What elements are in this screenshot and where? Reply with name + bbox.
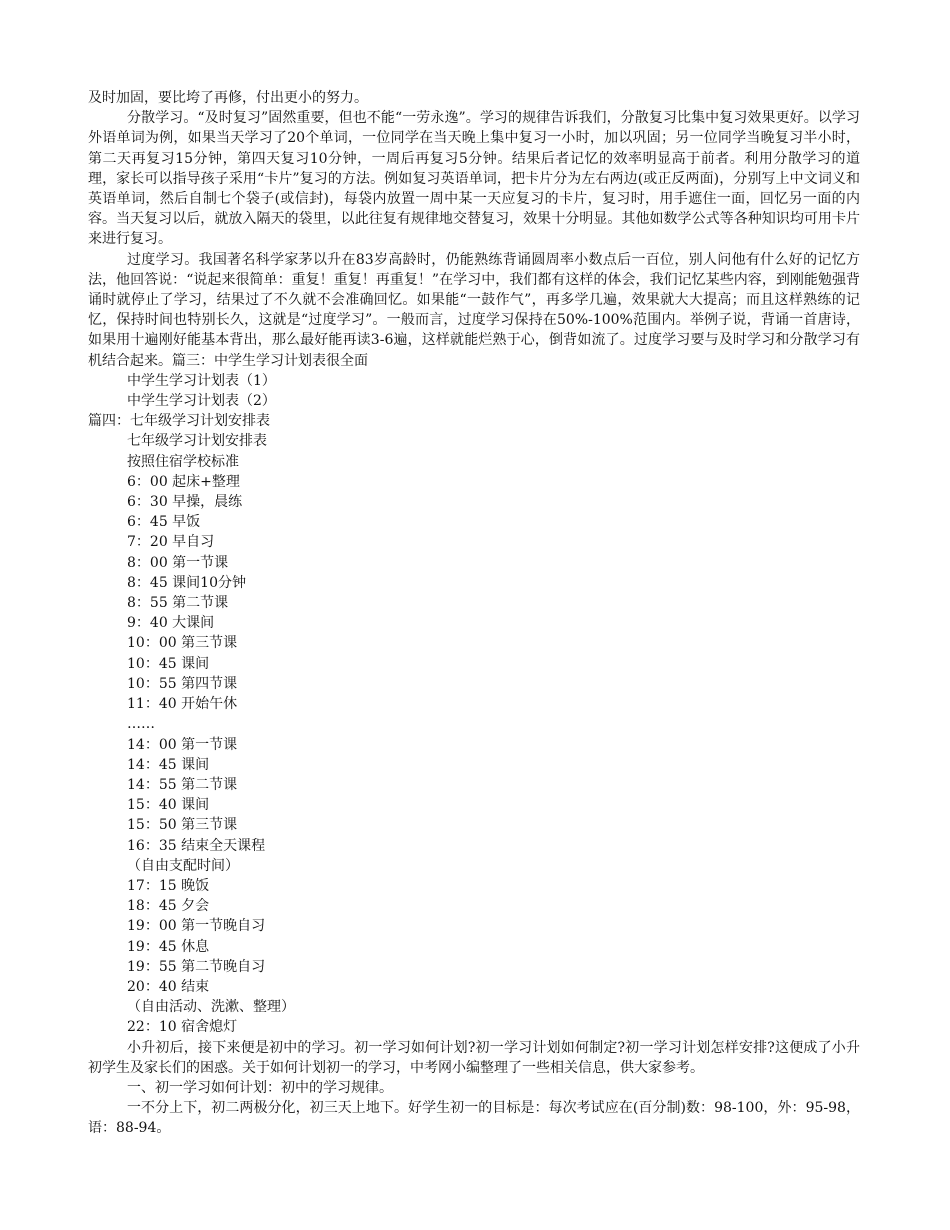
paragraph: 篇四：七年级学习计划安排表 (88, 413, 270, 430)
paragraph: 17：15 晚饭 (127, 877, 210, 894)
paragraph: 14：55 第二节课 (127, 776, 238, 793)
paragraph: 及时加固，要比垮了再修，付出更小的努力。 (88, 90, 368, 106)
paragraph: 14：00 第一节课 (127, 736, 238, 753)
paragraph: 中学生学习计划表（1） (127, 372, 276, 389)
paragraph: 7：20 早自习 (127, 534, 215, 551)
paragraph: （自由活动、洗漱、整理） (127, 999, 295, 1016)
paragraph: 16：35 结束全天课程 (127, 837, 266, 854)
paragraph: 20：40 结束 (127, 978, 210, 995)
paragraph: …… (127, 716, 155, 733)
paragraph: 14：45 课间 (127, 756, 210, 773)
paragraph: 过度学习。我国著名科学家茅以升在83岁高龄时，仍能熟练背诵圆周率小数点后一百位，别人问他有什么好的记忆方法，他回答说：“说起来很简单：重复！重复！再重复！”在学习中，我们都有这样的体会，我们记忆某些内容，到刚能勉强背诵时就停止了学习，结果过了不久就不会准确回忆。如果能“一鼓作气”，再多学几遍，效果就大大提高；而且这样熟练的记忆，保持时间也特别长久，这就是“过度学习”。一般而言，过度学习保持在50%-100%范围内。举例子说，背诵一首唐诗，如果用十遍刚好能基本背出，那么最好能再读3-6遍，这样就能烂熟于心，倒背如流了。过度学习要与及时学习和分散学习有机结合起来。篇三：中学生学习计划表很全面 (88, 251, 860, 369)
paragraph: 22：10 宿舍熄灯 (127, 1019, 238, 1036)
paragraph: 一不分上下，初二两极分化，初三天上地下。好学生初一的目标是：每次考试应在(百分制)数：98-100，外：95-98，语：88-94。 (88, 1100, 860, 1137)
paragraph: 18：45 夕会 (127, 898, 210, 915)
paragraph: 15：40 课间 (127, 797, 210, 814)
paragraph: 按照住宿学校标准 (127, 453, 239, 470)
document-body (88, 88, 860, 1139)
paragraph: 11：40 开始午休 (127, 696, 238, 713)
paragraph: 8：55 第二节课 (127, 595, 229, 612)
paragraph: 小升初后，接下来便是初中的学习。初一学习如何计划?初一学习计划如何制定?初一学习计划怎样安排?这便成了小升初学生及家长们的困惑。关于如何计划初一的学习，中考网小编整理了一些相关信息，供大家参考。 (88, 1039, 860, 1076)
paragraph: 19：55 第二节晚自习 (127, 958, 266, 975)
paragraph: 10：55 第四节课 (127, 675, 238, 692)
paragraph: 9：40 大课间 (127, 615, 215, 632)
paragraph: 15：50 第三节课 (127, 817, 238, 834)
paragraph: 19：00 第一节晚自习 (127, 918, 266, 935)
paragraph: 6：00 起床+整理 (127, 473, 240, 490)
paragraph: 中学生学习计划表（2） (127, 393, 276, 410)
paragraph: 6：45 早饭 (127, 514, 201, 531)
paragraph: （自由支配时间） (127, 857, 239, 874)
paragraph: 七年级学习计划安排表 (127, 433, 267, 450)
paragraph: 8：45 课间10分钟 (127, 574, 246, 591)
paragraph: 10：45 课间 (127, 655, 210, 672)
paragraph: 10：00 第三节课 (127, 635, 238, 652)
paragraph: 一、初一学习如何计划：初中的学习规律。 (127, 1079, 393, 1096)
paragraph: 6：30 早操，晨练 (127, 494, 243, 511)
paragraph: 分散学习。“及时复习”固然重要，但也不能“一劳永逸”。学习的规律告诉我们，分散复习比集中复习效果更好。以学习外语单词为例，如果当天学习了20个单词，一位同学在当天晚上集中复习一小时，加以巩固；另一位同学当晚复习半小时，第二天再复习15分钟，第四天复习10分钟，一周后再复习5分钟。结果后者记忆的效率明显高于前者。利用分散学习的道理，家长可以指导孩子采用“卡片”复习的方法。例如复习英语单词，把卡片分为左右两边(或正反两面)，分别写上中文词义和英语单词，然后自制七个袋子(或信封)，每袋内放置一周中某一天应复习的卡片，复习时，用手遮住一面，回忆另一面的内容。当天复习以后，就放入隔天的袋里，以此往复有规律地交替复习，效果十分明显。其他如数学公式等各种知识均可用卡片来进行复习。 (88, 110, 860, 248)
paragraph: 19：45 休息 (127, 938, 210, 955)
paragraph: 8：00 第一节课 (127, 554, 229, 571)
